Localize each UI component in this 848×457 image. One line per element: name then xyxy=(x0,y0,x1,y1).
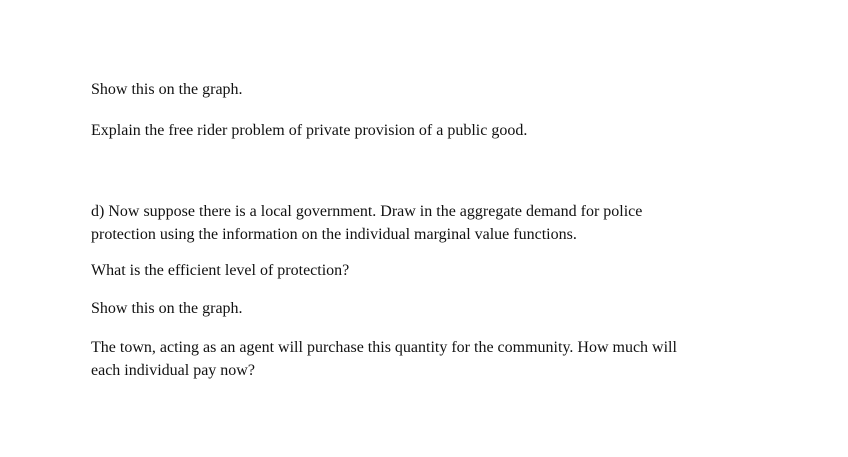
text-line: Show this on the graph. xyxy=(91,81,243,98)
question-free-rider xyxy=(91,119,791,142)
text-line: each individual pay now? xyxy=(91,362,255,379)
text-line: Explain the free rider problem of private provision of a public good. xyxy=(91,122,528,139)
text-line: The town, acting as an agent will purchase this quantity for the community. How much will xyxy=(91,339,677,356)
text-line: protection using the information on the individual marginal value functions. xyxy=(91,226,577,243)
question-individual-payment xyxy=(91,336,771,382)
text-line: What is the efficient level of protection? xyxy=(91,262,350,279)
instruction-show-graph-2 xyxy=(91,297,791,320)
question-d-aggregate-demand xyxy=(91,200,751,246)
instruction-show-graph-1 xyxy=(91,78,791,101)
text-line: d) Now suppose there is a local government. Draw in the aggregate demand for police xyxy=(91,203,643,220)
question-efficient-level xyxy=(91,259,791,282)
text-line: Show this on the graph. xyxy=(91,300,243,317)
